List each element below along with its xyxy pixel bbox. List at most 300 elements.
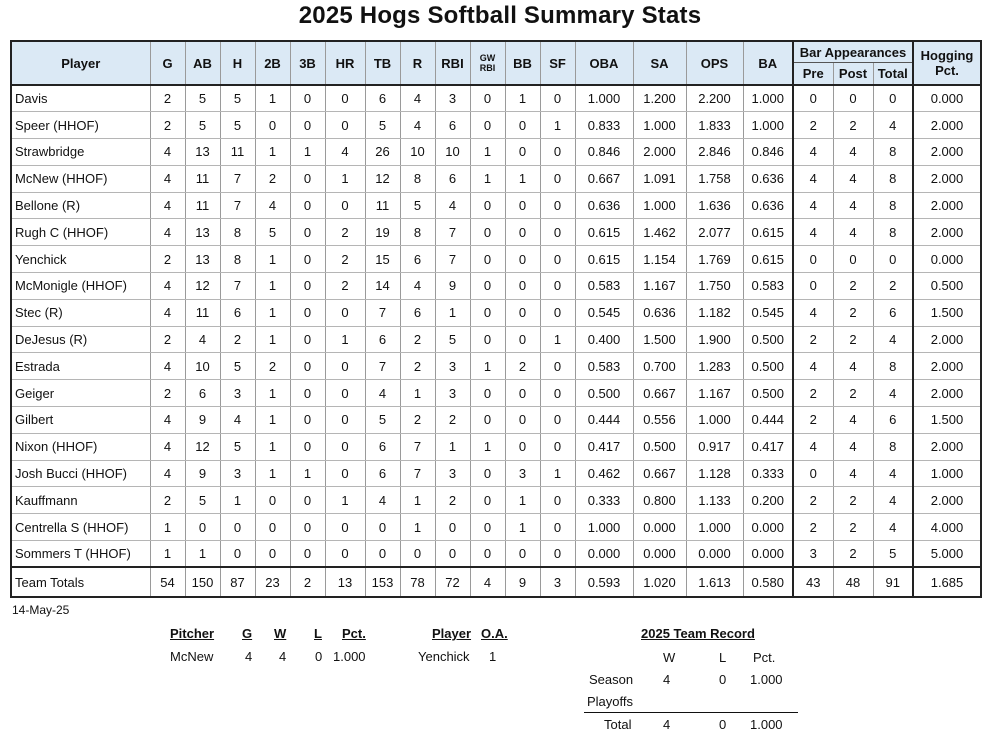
cell-hr: 2 bbox=[325, 246, 365, 273]
cell-b2: 1 bbox=[255, 246, 290, 273]
cell-hr: 4 bbox=[325, 139, 365, 166]
cell-oba: 0.846 bbox=[575, 139, 633, 166]
cell-total: 4 bbox=[873, 326, 913, 353]
cell-tb: 153 bbox=[365, 567, 400, 597]
cell-rbi: 4 bbox=[435, 192, 470, 219]
header-sa: SA bbox=[633, 41, 686, 85]
cell-b2: 2 bbox=[255, 165, 290, 192]
cell-tb: 6 bbox=[365, 85, 400, 112]
cell-oba: 0.583 bbox=[575, 273, 633, 300]
cell-ab: 9 bbox=[185, 460, 220, 487]
header-rbi: RBI bbox=[435, 41, 470, 85]
pitcher-header-pct: Pct. bbox=[342, 626, 366, 641]
cell-h: 11 bbox=[220, 139, 255, 166]
cell-g: 4 bbox=[150, 165, 185, 192]
header-2b: 2B bbox=[255, 41, 290, 85]
cell-sf: 0 bbox=[540, 380, 575, 407]
cell-ab: 11 bbox=[185, 192, 220, 219]
cell-sa: 0.667 bbox=[633, 380, 686, 407]
cell-gwrbi: 0 bbox=[470, 541, 505, 568]
cell-ops: 1.000 bbox=[686, 514, 743, 541]
cell-hr: 1 bbox=[325, 165, 365, 192]
cell-player: Kauffmann bbox=[11, 487, 150, 514]
cell-post: 4 bbox=[833, 433, 873, 460]
cell-b3: 0 bbox=[290, 541, 325, 568]
cell-ops: 2.846 bbox=[686, 139, 743, 166]
cell-g: 4 bbox=[150, 407, 185, 434]
cell-bb: 0 bbox=[505, 246, 540, 273]
cell-h: 8 bbox=[220, 219, 255, 246]
cell-oba: 0.545 bbox=[575, 299, 633, 326]
cell-sa: 0.636 bbox=[633, 299, 686, 326]
cell-ops: 1.182 bbox=[686, 299, 743, 326]
cell-rbi: 5 bbox=[435, 326, 470, 353]
record-season-label: Season bbox=[589, 672, 634, 687]
cell-total: 4 bbox=[873, 487, 913, 514]
record-header-pct: Pct. bbox=[753, 650, 776, 665]
cell-gwrbi: 0 bbox=[470, 299, 505, 326]
record-header-l: L bbox=[719, 650, 727, 665]
cell-b3: 0 bbox=[290, 112, 325, 139]
cell-hr: 0 bbox=[325, 299, 365, 326]
cell-bb: 0 bbox=[505, 326, 540, 353]
cell-ab: 150 bbox=[185, 567, 220, 597]
cell-g: 4 bbox=[150, 192, 185, 219]
cell-player: Sommers T (HHOF) bbox=[11, 541, 150, 568]
cell-tb: 5 bbox=[365, 407, 400, 434]
cell-ops: 0.917 bbox=[686, 433, 743, 460]
cell-gwrbi: 0 bbox=[470, 112, 505, 139]
cell-hog: 1.685 bbox=[913, 567, 981, 597]
table-row bbox=[11, 433, 981, 460]
cell-h: 6 bbox=[220, 299, 255, 326]
cell-b3: 0 bbox=[290, 487, 325, 514]
cell-h: 2 bbox=[220, 326, 255, 353]
cell-r: 2 bbox=[400, 407, 435, 434]
cell-ab: 12 bbox=[185, 273, 220, 300]
cell-pre: 2 bbox=[793, 326, 833, 353]
header-player: Player bbox=[11, 41, 150, 85]
cell-bb: 0 bbox=[505, 273, 540, 300]
cell-sa: 0.667 bbox=[633, 460, 686, 487]
cell-ba: 0.545 bbox=[743, 299, 793, 326]
cell-ba: 0.333 bbox=[743, 460, 793, 487]
cell-total: 0 bbox=[873, 85, 913, 112]
cell-g: 4 bbox=[150, 460, 185, 487]
cell-b2: 0 bbox=[255, 541, 290, 568]
cell-sf: 0 bbox=[540, 541, 575, 568]
cell-total: 6 bbox=[873, 299, 913, 326]
cell-tb: 4 bbox=[365, 380, 400, 407]
cell-bb: 0 bbox=[505, 112, 540, 139]
cell-b2: 0 bbox=[255, 487, 290, 514]
cell-rbi: 1 bbox=[435, 433, 470, 460]
cell-hr: 0 bbox=[325, 541, 365, 568]
cell-sa: 1.200 bbox=[633, 85, 686, 112]
cell-tb: 15 bbox=[365, 246, 400, 273]
cell-oba: 1.000 bbox=[575, 85, 633, 112]
pitcher-header-w: W bbox=[274, 626, 287, 641]
cell-bb: 0 bbox=[505, 433, 540, 460]
cell-player: Geiger bbox=[11, 380, 150, 407]
cell-bb: 1 bbox=[505, 514, 540, 541]
pitcher-w: 4 bbox=[279, 649, 287, 664]
cell-h: 5 bbox=[220, 433, 255, 460]
poa-player: Yenchick bbox=[418, 649, 470, 664]
cell-sf: 0 bbox=[540, 299, 575, 326]
cell-hog: 0.500 bbox=[913, 273, 981, 300]
cell-sf: 0 bbox=[540, 246, 575, 273]
cell-sf: 0 bbox=[540, 487, 575, 514]
cell-r: 6 bbox=[400, 299, 435, 326]
cell-ba: 0.500 bbox=[743, 353, 793, 380]
cell-post: 2 bbox=[833, 380, 873, 407]
team-record-title: 2025 Team Record bbox=[641, 626, 755, 641]
cell-r: 8 bbox=[400, 165, 435, 192]
header-total: Total bbox=[873, 63, 913, 86]
cell-bb: 9 bbox=[505, 567, 540, 597]
cell-h: 7 bbox=[220, 165, 255, 192]
cell-total: 8 bbox=[873, 139, 913, 166]
cell-h: 5 bbox=[220, 112, 255, 139]
cell-total: 4 bbox=[873, 380, 913, 407]
cell-player: Rugh C (HHOF) bbox=[11, 219, 150, 246]
header-post: Post bbox=[833, 63, 873, 86]
cell-ops: 2.077 bbox=[686, 219, 743, 246]
cell-sf: 0 bbox=[540, 433, 575, 460]
cell-oba: 0.667 bbox=[575, 165, 633, 192]
cell-b3: 0 bbox=[290, 273, 325, 300]
record-season-pct: 1.000 bbox=[750, 672, 783, 687]
cell-r: 4 bbox=[400, 85, 435, 112]
team-totals-row bbox=[11, 567, 981, 597]
cell-rbi: 2 bbox=[435, 487, 470, 514]
cell-g: 1 bbox=[150, 541, 185, 568]
cell-total: 4 bbox=[873, 514, 913, 541]
cell-hog: 0.000 bbox=[913, 246, 981, 273]
cell-h: 7 bbox=[220, 192, 255, 219]
record-season-w: 4 bbox=[663, 672, 671, 687]
cell-oba: 0.444 bbox=[575, 407, 633, 434]
cell-ba: 0.615 bbox=[743, 219, 793, 246]
cell-sf: 0 bbox=[540, 407, 575, 434]
cell-r: 1 bbox=[400, 514, 435, 541]
cell-gwrbi: 0 bbox=[470, 273, 505, 300]
cell-pre: 2 bbox=[793, 407, 833, 434]
cell-gwrbi: 0 bbox=[470, 407, 505, 434]
cell-b2: 1 bbox=[255, 407, 290, 434]
cell-ab: 10 bbox=[185, 353, 220, 380]
cell-pre: 0 bbox=[793, 273, 833, 300]
cell-oba: 0.462 bbox=[575, 460, 633, 487]
record-playoffs-label: Playoffs bbox=[587, 694, 634, 709]
cell-b3: 0 bbox=[290, 165, 325, 192]
poa-header-oa: O.A. bbox=[481, 626, 508, 641]
cell-b3: 2 bbox=[290, 567, 325, 597]
cell-h: 3 bbox=[220, 380, 255, 407]
cell-hog: 2.000 bbox=[913, 487, 981, 514]
cell-pre: 0 bbox=[793, 460, 833, 487]
cell-pre: 4 bbox=[793, 219, 833, 246]
cell-player: Nixon (HHOF) bbox=[11, 433, 150, 460]
pitcher-g: 4 bbox=[245, 649, 253, 664]
cell-b2: 1 bbox=[255, 139, 290, 166]
table-row bbox=[11, 380, 981, 407]
cell-h: 0 bbox=[220, 514, 255, 541]
cell-ops: 1.900 bbox=[686, 326, 743, 353]
cell-b2: 5 bbox=[255, 219, 290, 246]
cell-r: 4 bbox=[400, 273, 435, 300]
cell-b3: 0 bbox=[290, 219, 325, 246]
cell-b2: 0 bbox=[255, 112, 290, 139]
header-gw-rbi-line1: GW bbox=[479, 53, 496, 63]
cell-hog: 2.000 bbox=[913, 219, 981, 246]
cell-post: 4 bbox=[833, 165, 873, 192]
cell-sf: 0 bbox=[540, 139, 575, 166]
cell-pre: 2 bbox=[793, 487, 833, 514]
header-hogging-pct bbox=[913, 41, 981, 85]
cell-ab: 12 bbox=[185, 433, 220, 460]
cell-post: 0 bbox=[833, 246, 873, 273]
cell-rbi: 3 bbox=[435, 460, 470, 487]
cell-r: 4 bbox=[400, 112, 435, 139]
cell-pre: 4 bbox=[793, 139, 833, 166]
cell-post: 4 bbox=[833, 353, 873, 380]
cell-hog: 4.000 bbox=[913, 514, 981, 541]
cell-bb: 0 bbox=[505, 299, 540, 326]
cell-sa: 0.700 bbox=[633, 353, 686, 380]
cell-hog: 2.000 bbox=[913, 326, 981, 353]
cell-ba: 1.000 bbox=[743, 85, 793, 112]
cell-post: 48 bbox=[833, 567, 873, 597]
cell-ba: 0.636 bbox=[743, 165, 793, 192]
cell-ba: 0.636 bbox=[743, 192, 793, 219]
record-total-label: Total bbox=[604, 717, 632, 732]
cell-hr: 0 bbox=[325, 407, 365, 434]
cell-total: 8 bbox=[873, 165, 913, 192]
cell-ops: 1.128 bbox=[686, 460, 743, 487]
cell-total: 8 bbox=[873, 353, 913, 380]
cell-b2: 1 bbox=[255, 326, 290, 353]
cell-b2: 1 bbox=[255, 85, 290, 112]
record-divider bbox=[584, 712, 798, 713]
cell-ba: 0.583 bbox=[743, 273, 793, 300]
record-total-l: 0 bbox=[719, 717, 727, 732]
cell-hr: 2 bbox=[325, 273, 365, 300]
cell-bb: 0 bbox=[505, 139, 540, 166]
cell-sf: 0 bbox=[540, 273, 575, 300]
cell-h: 5 bbox=[220, 85, 255, 112]
cell-oba: 0.583 bbox=[575, 353, 633, 380]
cell-rbi: 6 bbox=[435, 165, 470, 192]
cell-b3: 0 bbox=[290, 433, 325, 460]
cell-b3: 0 bbox=[290, 353, 325, 380]
table-row bbox=[11, 139, 981, 166]
cell-total: 5 bbox=[873, 541, 913, 568]
cell-sa: 1.154 bbox=[633, 246, 686, 273]
cell-bb: 2 bbox=[505, 353, 540, 380]
stats-table bbox=[10, 40, 982, 598]
cell-ab: 13 bbox=[185, 219, 220, 246]
cell-player: Josh Bucci (HHOF) bbox=[11, 460, 150, 487]
cell-oba: 0.400 bbox=[575, 326, 633, 353]
header-pre: Pre bbox=[793, 63, 833, 86]
cell-hr: 13 bbox=[325, 567, 365, 597]
cell-sf: 1 bbox=[540, 460, 575, 487]
cell-post: 4 bbox=[833, 460, 873, 487]
cell-hog: 5.000 bbox=[913, 541, 981, 568]
pitcher-header-g: G bbox=[242, 626, 253, 641]
cell-bb: 0 bbox=[505, 541, 540, 568]
cell-b2: 2 bbox=[255, 353, 290, 380]
cell-g: 4 bbox=[150, 139, 185, 166]
cell-hog: 2.000 bbox=[913, 353, 981, 380]
header-h: H bbox=[220, 41, 255, 85]
cell-sa: 0.000 bbox=[633, 541, 686, 568]
cell-total: 4 bbox=[873, 112, 913, 139]
cell-oba: 0.000 bbox=[575, 541, 633, 568]
cell-b3: 0 bbox=[290, 192, 325, 219]
cell-bb: 0 bbox=[505, 407, 540, 434]
cell-post: 2 bbox=[833, 514, 873, 541]
cell-post: 4 bbox=[833, 192, 873, 219]
header-bb: BB bbox=[505, 41, 540, 85]
cell-b3: 0 bbox=[290, 85, 325, 112]
cell-r: 10 bbox=[400, 139, 435, 166]
cell-b3: 1 bbox=[290, 139, 325, 166]
cell-ops: 1.613 bbox=[686, 567, 743, 597]
cell-oba: 1.000 bbox=[575, 514, 633, 541]
record-header-w: W bbox=[663, 650, 676, 665]
cell-rbi: 1 bbox=[435, 299, 470, 326]
pitcher-l: 0 bbox=[315, 649, 323, 664]
cell-gwrbi: 4 bbox=[470, 567, 505, 597]
table-row bbox=[11, 192, 981, 219]
cell-hr: 0 bbox=[325, 514, 365, 541]
cell-hog: 2.000 bbox=[913, 139, 981, 166]
header-oba: OBA bbox=[575, 41, 633, 85]
cell-total: 0 bbox=[873, 246, 913, 273]
header-hogging-line2: Pct. bbox=[935, 63, 959, 78]
cell-sa: 1.462 bbox=[633, 219, 686, 246]
table-row bbox=[11, 353, 981, 380]
cell-rbi: 9 bbox=[435, 273, 470, 300]
cell-ab: 4 bbox=[185, 326, 220, 353]
cell-total: 91 bbox=[873, 567, 913, 597]
cell-ba: 0.000 bbox=[743, 514, 793, 541]
cell-hog: 1.500 bbox=[913, 299, 981, 326]
header-bar-appearances: Bar Appearances bbox=[793, 41, 913, 63]
cell-player: Gilbert bbox=[11, 407, 150, 434]
cell-ab: 11 bbox=[185, 165, 220, 192]
cell-sa: 1.167 bbox=[633, 273, 686, 300]
cell-ba: 0.417 bbox=[743, 433, 793, 460]
cell-b3: 0 bbox=[290, 326, 325, 353]
cell-bb: 0 bbox=[505, 380, 540, 407]
cell-pre: 4 bbox=[793, 433, 833, 460]
table-row bbox=[11, 112, 981, 139]
cell-hr: 0 bbox=[325, 112, 365, 139]
cell-ab: 6 bbox=[185, 380, 220, 407]
cell-ab: 11 bbox=[185, 299, 220, 326]
header-ops: OPS bbox=[686, 41, 743, 85]
cell-ops: 0.000 bbox=[686, 541, 743, 568]
cell-ops: 1.750 bbox=[686, 273, 743, 300]
cell-ba: 0.580 bbox=[743, 567, 793, 597]
cell-sf: 0 bbox=[540, 353, 575, 380]
cell-oba: 0.636 bbox=[575, 192, 633, 219]
cell-ops: 1.283 bbox=[686, 353, 743, 380]
cell-tb: 6 bbox=[365, 460, 400, 487]
table-row bbox=[11, 407, 981, 434]
cell-h: 7 bbox=[220, 273, 255, 300]
cell-tb: 0 bbox=[365, 541, 400, 568]
cell-tb: 14 bbox=[365, 273, 400, 300]
cell-hr: 1 bbox=[325, 326, 365, 353]
pitcher-name: McNew bbox=[170, 649, 214, 664]
cell-h: 87 bbox=[220, 567, 255, 597]
cell-sa: 1.000 bbox=[633, 112, 686, 139]
cell-r: 7 bbox=[400, 460, 435, 487]
cell-rbi: 10 bbox=[435, 139, 470, 166]
cell-ba: 0.000 bbox=[743, 541, 793, 568]
cell-hog: 2.000 bbox=[913, 192, 981, 219]
cell-bb: 1 bbox=[505, 85, 540, 112]
cell-b3: 0 bbox=[290, 407, 325, 434]
cell-post: 2 bbox=[833, 326, 873, 353]
cell-bb: 1 bbox=[505, 487, 540, 514]
pitcher-pct: 1.000 bbox=[333, 649, 366, 664]
cell-r: 2 bbox=[400, 353, 435, 380]
cell-b2: 4 bbox=[255, 192, 290, 219]
cell-r: 1 bbox=[400, 487, 435, 514]
cell-h: 1 bbox=[220, 487, 255, 514]
cell-r: 6 bbox=[400, 246, 435, 273]
cell-hr: 0 bbox=[325, 433, 365, 460]
cell-sa: 0.000 bbox=[633, 514, 686, 541]
cell-bb: 0 bbox=[505, 219, 540, 246]
cell-hr: 2 bbox=[325, 219, 365, 246]
cell-gwrbi: 0 bbox=[470, 460, 505, 487]
cell-hog: 0.000 bbox=[913, 85, 981, 112]
cell-pre: 2 bbox=[793, 514, 833, 541]
cell-g: 4 bbox=[150, 219, 185, 246]
cell-ab: 13 bbox=[185, 139, 220, 166]
header-3b: 3B bbox=[290, 41, 325, 85]
cell-post: 2 bbox=[833, 273, 873, 300]
cell-tb: 7 bbox=[365, 353, 400, 380]
cell-g: 4 bbox=[150, 433, 185, 460]
cell-pre: 4 bbox=[793, 192, 833, 219]
cell-g: 54 bbox=[150, 567, 185, 597]
cell-tb: 11 bbox=[365, 192, 400, 219]
cell-sf: 0 bbox=[540, 514, 575, 541]
cell-post: 2 bbox=[833, 487, 873, 514]
cell-sa: 1.500 bbox=[633, 326, 686, 353]
table-row bbox=[11, 165, 981, 192]
cell-player: Strawbridge bbox=[11, 139, 150, 166]
cell-rbi: 72 bbox=[435, 567, 470, 597]
cell-sf: 0 bbox=[540, 85, 575, 112]
cell-r: 78 bbox=[400, 567, 435, 597]
stats-body bbox=[11, 85, 981, 597]
cell-gwrbi: 1 bbox=[470, 433, 505, 460]
cell-h: 8 bbox=[220, 246, 255, 273]
header-ab: AB bbox=[185, 41, 220, 85]
cell-player: Centrella S (HHOF) bbox=[11, 514, 150, 541]
header-r: R bbox=[400, 41, 435, 85]
cell-ab: 1 bbox=[185, 541, 220, 568]
